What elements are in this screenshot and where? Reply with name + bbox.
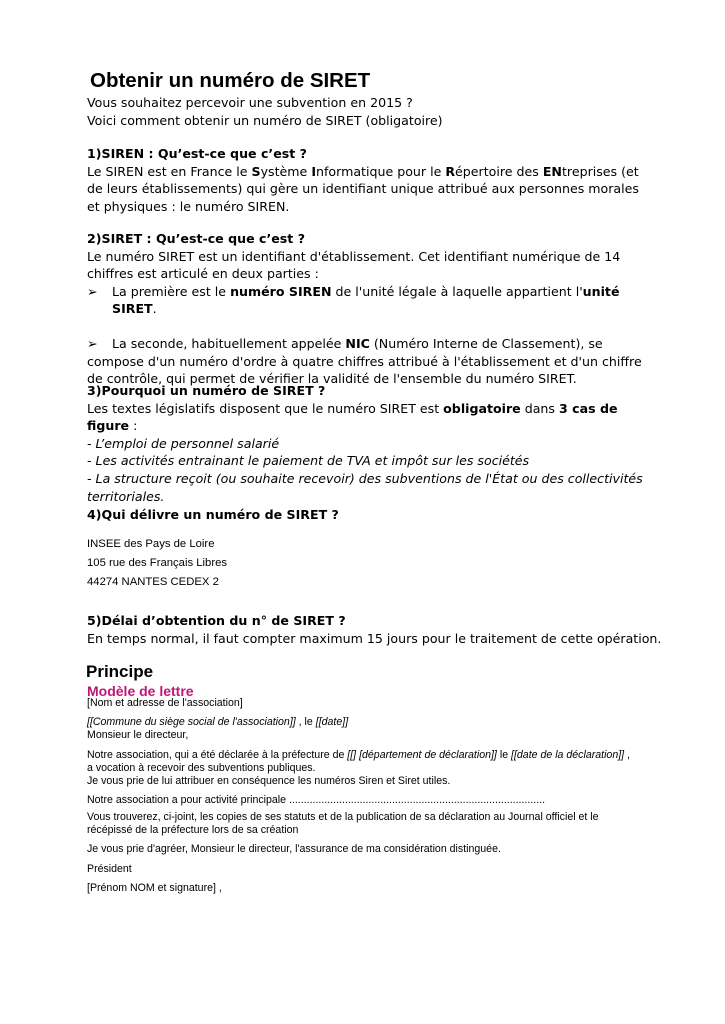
arrow-bullet-icon: ➢ [87, 283, 98, 299]
address-line: 44274 NANTES CEDEX 2 [87, 576, 219, 588]
page-title: Obtenir un numéro de SIRET [90, 69, 371, 92]
list-item: - L’emploi de personnel salarié [87, 435, 280, 451]
section-text: Le SIREN est en France le Système Informatique pour le Répertoire des ENtreprises (et de leurs établissements) qui gère un identifiant unique attribué aux personnes morales et physiques : le numéro SIREN. [87, 163, 639, 214]
section-heading: 1)SIREN : Qu’est-ce que c’est ? [87, 146, 307, 161]
letter-signature: [Prénom NOM et signature] , [87, 882, 222, 894]
section-heading: 3)Pourquoi un numéro de SIRET ? [87, 383, 326, 398]
letter-model-heading: Modèle de lettre [87, 683, 194, 699]
section-text: En temps normal, il faut compter maximum 15 jours pour le traitement de cette opération. [87, 630, 662, 646]
letter-salutation: Monsieur le directeur, [87, 728, 189, 741]
letter-sender: [Nom et adresse de l'association] [87, 697, 243, 709]
section-siren [87, 145, 647, 215]
principe-heading: Principe [86, 662, 154, 681]
letter-place-date: [[Commune du siège social de l'association]] , le [[date]] Monsieur le directeur, [87, 716, 632, 742]
section-why [87, 382, 647, 505]
letter-paragraph: Notre association a pour activité principale ....................................................................................... [87, 794, 546, 806]
letter-paragraph: Vous trouverez, ci-joint, les copies de ses statuts et de la publication de sa déclaration au Journal officiel et le récépissé de la préfecture lors de sa création [87, 811, 599, 836]
bullet-item: ➢ La seconde, habituellement appelée NIC (Numéro Interne de Classement), se compose d'un numéro d'ordre à quatre chiffres attribué à l'établissement et d'un chiffre de contrôle, qui permet de vérifier la validité de l'ensemble du numéro SIRET. [87, 335, 642, 387]
insee-address [87, 535, 227, 592]
address-line: 105 rue des Français Libres [87, 557, 228, 569]
section-delay [87, 612, 667, 647]
intro [87, 94, 647, 129]
list-item: - Les activités entrainant le paiement de TVA et impôt sur les sociétés [87, 453, 530, 469]
section-text: Les textes législatifs disposent que le numéro SIRET est obligatoire dans 3 cas de figure : [87, 400, 618, 434]
address-line: INSEE des Pays de Loire [87, 538, 215, 550]
section-text: Le numéro SIRET est un identifiant d'établissement. Cet identifiant numérique de 14 chiffres est articulé en deux parties : [87, 248, 621, 282]
letter-paragraph: Notre association, qui a été déclarée à la préfecture de [[] [département de déclaration]] le [[date de la déclaration]] , a vocation à recevoir des subventions publiques. Je vous prie de lui attribuer en conséquence les numéros Siren et Siret utiles. [87, 749, 630, 787]
intro-line: Voici comment obtenir un numéro de SIRET (obligatoire) [87, 112, 443, 128]
letter-paragraph: Je vous prie d'agréer, Monsieur le directeur, l'assurance de ma considération distinguée. [87, 843, 501, 855]
section-who [87, 506, 647, 524]
section-siret [87, 230, 647, 388]
letter-role: Président [87, 863, 132, 875]
section-heading: 4)Qui délivre un numéro de SIRET ? [87, 507, 339, 522]
arrow-bullet-icon: ➢ [87, 335, 98, 351]
list-item: - La structure reçoit (ou souhaite recevoir) des subventions de l'État ou des collectivités territoriales. [87, 470, 643, 504]
section-heading: 5)Délai d’obtention du n° de SIRET ? [87, 613, 346, 628]
section-heading: 2)SIRET : Qu’est-ce que c’est ? [87, 231, 306, 246]
bullet-item: ➢ La première est le numéro SIREN de l'unité légale à laquelle appartient l'unité SIRET. [87, 283, 620, 317]
intro-line: Vous souhaitez percevoir une subvention en 2015 ? [87, 95, 413, 110]
